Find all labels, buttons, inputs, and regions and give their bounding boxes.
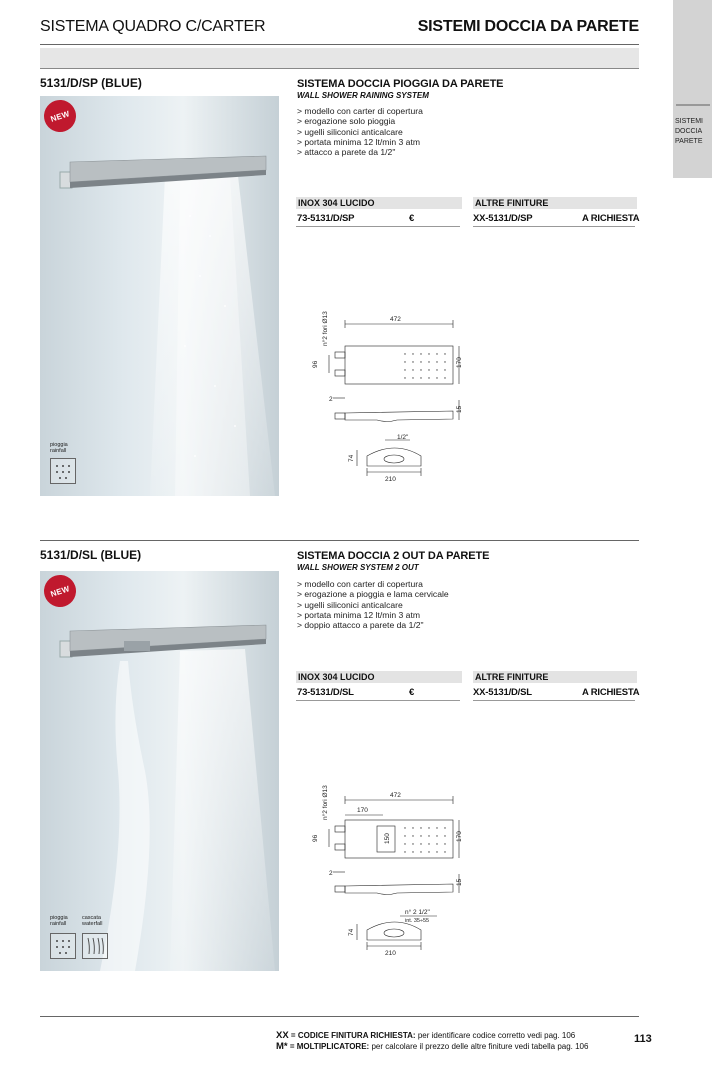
price: € bbox=[409, 687, 415, 698]
rainfall-icon bbox=[50, 933, 76, 959]
header-band bbox=[40, 48, 639, 69]
finish-other-label: ALTRE FINITURE bbox=[473, 671, 637, 683]
dim-width: 472 bbox=[390, 316, 401, 323]
list-item: > erogazione a pioggia e lama cervicale bbox=[297, 589, 449, 600]
list-item: > erogazione solo pioggia bbox=[297, 116, 396, 127]
new-badge: NEW bbox=[40, 571, 80, 611]
divider bbox=[473, 226, 635, 227]
side-index-tab[interactable] bbox=[673, 0, 712, 178]
divider bbox=[296, 226, 460, 227]
price: € bbox=[409, 213, 415, 224]
feature-label: pioggia rainfall bbox=[50, 442, 68, 454]
price-other: A RICHIESTA bbox=[582, 213, 640, 224]
dim-connection: 1/2" bbox=[397, 434, 409, 441]
dim-width: 472 bbox=[390, 792, 401, 799]
list-item: > modello con carter di copertura bbox=[297, 579, 423, 589]
dim-base-height: 74 bbox=[348, 454, 355, 462]
list-item: > ugelli siliconici anticalcare bbox=[297, 126, 403, 137]
dim-connection: n° 2 1/2" bbox=[405, 909, 430, 916]
section-divider bbox=[40, 540, 639, 541]
divider bbox=[473, 700, 635, 701]
dim-holes: n°2 fori Ø13 bbox=[322, 785, 329, 820]
dim-thickness: 2 bbox=[329, 870, 333, 877]
finish-main-label: INOX 304 LUCIDO bbox=[296, 197, 462, 209]
shower-image bbox=[40, 96, 279, 496]
new-badge: NEW bbox=[40, 96, 80, 136]
footnote-multiplier: M* = MOLTIPLICATORE: per calcolare il prezzo delle altre finiture vedi tabella pag. 106 bbox=[276, 1041, 589, 1052]
product-title: SISTEMA DOCCIA 2 OUT DA PARETE bbox=[297, 550, 490, 562]
list-item: > doppio attacco a parete da 1/2" bbox=[297, 620, 424, 631]
page-number: 113 bbox=[634, 1033, 652, 1045]
feature-list bbox=[297, 579, 449, 630]
side-tab-label: SISTEMI DOCCIA PARETE bbox=[675, 118, 704, 145]
product-subtitle: WALL SHOWER RAINING SYSTEM bbox=[297, 91, 429, 100]
category-title: SISTEMI DOCCIA DA PARETE bbox=[417, 18, 639, 35]
product-code: 5131/D/SL (BLUE) bbox=[40, 548, 142, 562]
list-item: > portata minima 12 lt/min 3 atm bbox=[297, 609, 420, 620]
price-other: A RICHIESTA bbox=[582, 687, 640, 698]
technical-drawing bbox=[305, 774, 475, 959]
article-code-other: XX-5131/D/SL bbox=[473, 687, 532, 698]
article-code-other: XX-5131/D/SP bbox=[473, 213, 533, 224]
finish-other-label: ALTRE FINITURE bbox=[473, 197, 637, 209]
header-divider bbox=[40, 44, 639, 45]
dim-holes: n°2 fori Ø13 bbox=[322, 311, 329, 346]
feature-list bbox=[297, 106, 423, 157]
product-title: SISTEMA DOCCIA PIOGGIA DA PARETE bbox=[297, 78, 504, 90]
side-tab-marker bbox=[676, 104, 710, 106]
article-code: 73-5131/D/SL bbox=[297, 687, 354, 698]
dim-base-width: 210 bbox=[385, 950, 396, 957]
dim-depth: 170 bbox=[456, 831, 463, 842]
feature-label: pioggia rainfall bbox=[50, 915, 68, 927]
list-item: > attacco a parete da 1/2" bbox=[297, 147, 396, 158]
rainfall-icon bbox=[50, 458, 76, 484]
product-code: 5131/D/SP (BLUE) bbox=[40, 76, 142, 90]
dim-thickness: 2 bbox=[329, 396, 333, 403]
dim-height: 15 bbox=[456, 405, 463, 413]
dim-base-height: 74 bbox=[348, 928, 355, 936]
product-photo bbox=[40, 571, 279, 971]
dim-depth: 170 bbox=[456, 357, 463, 368]
list-item: > modello con carter di copertura bbox=[297, 106, 423, 116]
dim-blade: 150 bbox=[384, 833, 391, 844]
dim-offset: 96 bbox=[312, 360, 319, 368]
feature-label: cascata waterfall bbox=[82, 915, 103, 927]
product-subtitle: WALL SHOWER SYSTEM 2 OUT bbox=[297, 563, 419, 572]
footnote-finish-code: XX = CODICE FINITURA RICHIESTA: per identificare codice corretto vedi pag. 106 bbox=[276, 1030, 576, 1041]
section-title: SISTEMA QUADRO C/CARTER bbox=[40, 18, 266, 35]
dim-offset: 96 bbox=[312, 834, 319, 842]
article-code: 73-5131/D/SP bbox=[297, 213, 355, 224]
dim-inner: 170 bbox=[357, 807, 368, 814]
dim-spacing: int. 35÷55 bbox=[405, 918, 430, 924]
list-item: > ugelli siliconici anticalcare bbox=[297, 599, 403, 610]
dim-height: 15 bbox=[456, 878, 463, 886]
technical-drawing bbox=[305, 300, 475, 485]
finish-main-label: INOX 304 LUCIDO bbox=[296, 671, 462, 683]
divider bbox=[296, 700, 460, 701]
list-item: > portata minima 12 lt/min 3 atm bbox=[297, 136, 420, 147]
product-photo bbox=[40, 96, 279, 496]
waterfall-icon bbox=[82, 933, 108, 959]
footer-divider bbox=[40, 1016, 639, 1017]
dim-base-width: 210 bbox=[385, 476, 396, 483]
shower-image bbox=[40, 571, 279, 971]
